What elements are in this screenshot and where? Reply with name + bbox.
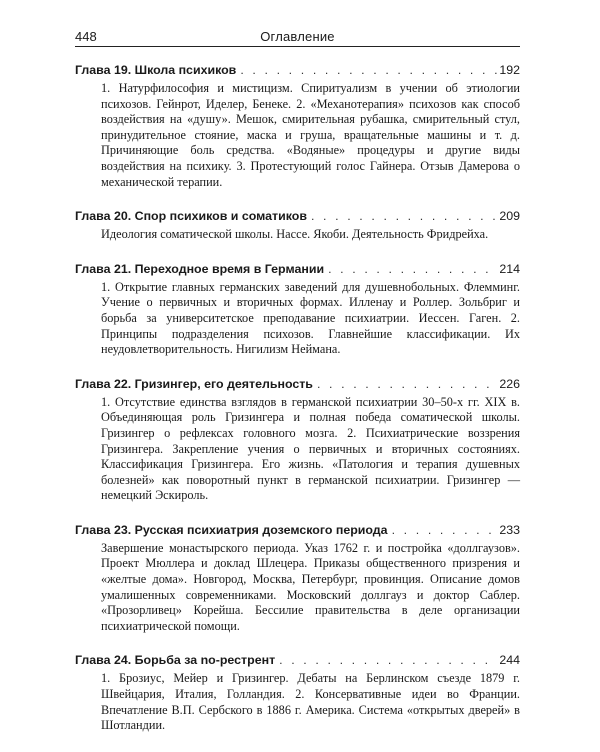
toc-entry-heading[interactable]: [75, 62, 520, 78]
table-of-contents: [75, 62, 520, 752]
chapter-summary: Идеология соматической школы. Нассе. Якоби. Деятельность Фридрейха.: [101, 227, 489, 242]
chapter-page-number: 192: [499, 63, 520, 77]
chapter-page-number: 214: [499, 261, 520, 276]
chapter-summary: Завершение монастырского периода. Указ 1762 г. и постройка «доллгаузов». Проект Мюллера и доклад Шлецера. Приказы общественного призрения и «желтые дома». Новгород, Москва, Петербург, провинция. Описание домов умалишенных современниками. Московский доллгауз и доктор Саблер. «Прозорливец» Корейша. Бессилие правительства в деле организации психиатрической помощи.: [101, 540, 520, 633]
chapter-page-number: 244: [499, 653, 520, 668]
dot-leader: [311, 208, 497, 224]
toc-entry-heading[interactable]: [75, 261, 520, 277]
toc-entry-chapter-20: [75, 208, 520, 243]
chapter-page-number: 209: [499, 209, 520, 224]
toc-entry-heading[interactable]: [75, 652, 520, 668]
toc-entry-chapter-23: [75, 522, 520, 635]
chapter-summary: 1. Отсутствие единства взглядов в германской психиатрии 30–50-х гг. XIX в. Объединяющая роль Гризингера и полная победа соматической школы. Гризингер о рефлексах головного мозга. 2. Психиатрические воззрения Гризингера. Закрепление учения о первичных и вторичных состояниях. Классификация Гризингера. Его жизнь. «Патология и терапия душевных болезней» как поворотный пункт в германской психиатрии. Гризингер — немецкий Эскироль.: [101, 394, 520, 503]
dot-leader: [279, 652, 497, 668]
page-number: 448: [75, 29, 97, 44]
toc-entry-heading[interactable]: [75, 376, 520, 392]
toc-entry-chapter-21: [75, 261, 520, 358]
chapter-page-number: 226: [499, 376, 520, 391]
dot-leader: [328, 261, 497, 277]
dot-leader: [392, 522, 498, 538]
chapter-page-number: 233: [499, 522, 520, 537]
section-title: Оглавление: [260, 29, 335, 44]
chapter-summary: 1. Натурфилософия и мистицизм. Спиритуализм в учении об этиологии психозов. Гейнрот, Иделер, Бенеке. 2. «Механотерапия» психозов как способ воздействия на «душу». Мешок, смирительная рубашка, смирительный стул, принудительное стояние, маска и груша, вращательные машины и т. д. Причиняющие боль средства. «Водяные» процедуры и другие виды воздействия на психику. 3. Протестующий голос Гайнера. Отзыв Дамерова о механической терапии.: [101, 81, 520, 189]
chapter-title: Глава 23. Русская психиатрия доземского периода: [75, 522, 388, 537]
toc-entry-chapter-24: [75, 652, 520, 733]
chapter-title: Глава 19. Школа психиков: [75, 63, 237, 77]
toc-entry-heading[interactable]: [75, 522, 520, 538]
chapter-title: Глава 22. Гризингер, его деятельность: [75, 376, 313, 391]
dot-leader: [317, 376, 497, 392]
chapter-title: Глава 20. Спор психиков и соматиков: [75, 209, 307, 224]
dot-leader: [240, 62, 497, 78]
chapter-summary: 1. Брозиус, Мейер и Гризингер. Дебаты на Берлинском съезде 1879 г. Швейцария, Италия, Голландия. 2. Консервативные идеи во Франции. Впечатление В.П. Сербского в 1886 г. Америка. Система «открытых дверей» в Шотландии.: [101, 671, 520, 733]
running-header: [75, 20, 520, 47]
chapter-title: Глава 21. Переходное время в Германии: [75, 261, 325, 276]
chapter-title: Глава 24. Борьба за no-рестрент: [75, 653, 276, 668]
toc-entry-heading[interactable]: [75, 208, 520, 224]
chapter-summary: 1. Открытие главных германских заведений для душевнобольных. Флемминг. Учение о первичных и вторичных формах. Илленау и Роллер. Зольбриг и борьба за университетское преподавание психиатрии. Иессен. Гаген. 2. Принципы подразделения психозов. Главнейшие классификации. Их неудовлетворительность. Нигилизм Неймана.: [101, 279, 520, 357]
toc-entry-chapter-22: [75, 376, 520, 504]
toc-entry-chapter-19: [75, 62, 520, 190]
